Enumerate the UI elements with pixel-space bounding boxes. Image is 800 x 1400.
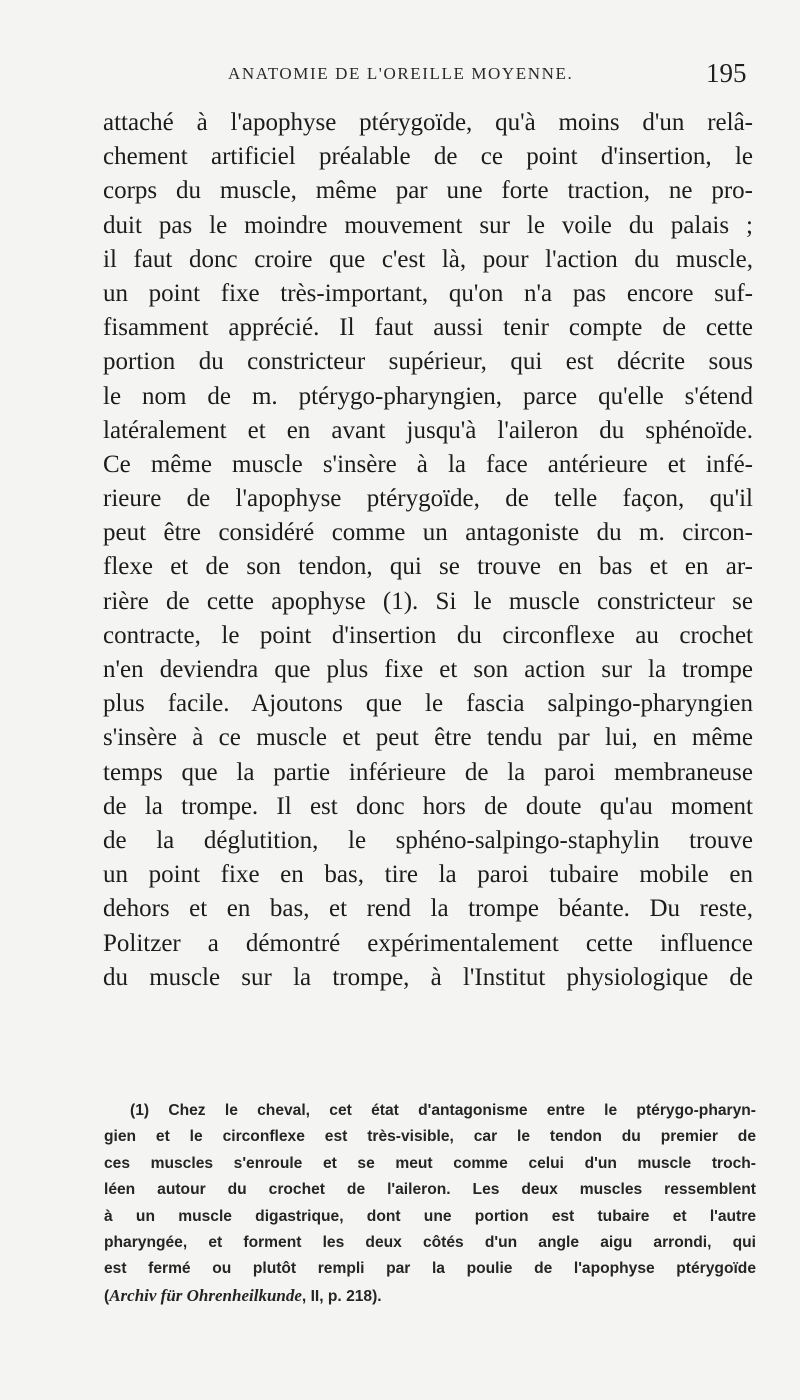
text-line: le nom de m. ptérygo-pharyngien, parce qu'elle s'étend <box>103 382 753 410</box>
text-line: de la trompe. Il est donc hors de doute qu'au moment <box>103 792 753 820</box>
text-line: un point fixe en bas, tire la paroi tubaire mobile en <box>103 861 753 889</box>
text-line: rieure de l'apophyse ptérygoïde, de telle façon, qu'il <box>103 485 753 513</box>
text-line: attaché à l'apophyse ptérygoïde, qu'à moins d'un relâ- <box>103 109 753 136</box>
footnote-line <box>104 1098 756 1124</box>
text-line: duit pas le moindre mouvement sur le voile du palais ; <box>103 211 753 239</box>
page-number: 195 <box>706 58 747 88</box>
text-line: un point fixe très-important, qu'on n'a pas encore suf- <box>103 279 753 307</box>
text-line: il faut donc croire que c'est là, pour l'action du muscle, <box>103 245 753 273</box>
text-line: latéralement et en avant jusqu'à l'aileron du sphénoïde. <box>103 416 753 444</box>
text-line: rière de cette apophyse (1). Si le muscle constricteur se <box>103 587 753 615</box>
running-title: ANATOMIE DE L'OREILLE MOYENNE. <box>228 64 574 83</box>
text-line: Ce même muscle s'insère à la face antérieure et infé- <box>103 450 753 478</box>
footnote-line: ces muscles s'enroule et se meut comme celui d'un muscle troch- <box>104 1154 756 1172</box>
footnote-line: est fermé ou plutôt rempli par la poulie de l'apophyse ptérygoïde <box>104 1260 756 1278</box>
footnote <box>104 1098 756 1309</box>
text-line: dehors et en bas, et rend la trompe béante. Du reste, <box>103 895 753 923</box>
text-line: flexe et de son tendon, qui se trouve en bas et en ar- <box>103 553 753 581</box>
text-line: contracte, le point d'insertion du circonflexe au crochet <box>103 621 753 649</box>
text-line: n'en deviendra que plus fixe et son action sur la trompe <box>103 656 753 683</box>
text-line: temps que la partie inférieure de la paroi membraneuse <box>103 758 753 786</box>
citation-open: ( <box>104 1287 110 1305</box>
footnote-line: à un muscle digastrique, dont une portion est tubaire et l'autre <box>104 1207 756 1225</box>
text-line: Politzer a démontré expérimentalement cette influence <box>103 929 753 957</box>
text-line: portion du constricteur supérieur, qui est décrite sous <box>103 348 753 376</box>
footnote-line: pharyngée, et forment les deux côtés d'un angle aigu arrondi, qui <box>104 1233 756 1251</box>
citation-rest: , II, p. 218). <box>301 1287 382 1305</box>
text-line: s'insère à ce muscle et peut être tendu par lui, en même <box>103 724 753 752</box>
footnote-citation <box>104 1283 756 1309</box>
citation-title: Archiv für Ohrenheilkunde <box>109 1285 302 1305</box>
footnote-line: léen autour du crochet de l'aileron. Les deux muscles ressemblent <box>104 1181 756 1199</box>
text-line: corps du muscle, même par une forte traction, ne pro- <box>103 177 753 205</box>
text-line: du muscle sur la trompe, à l'Institut physiologique de <box>103 963 753 991</box>
text-line: fisamment apprécié. Il faut aussi tenir compte de cette <box>103 314 753 342</box>
text-line: plus facile. Ajoutons que le fascia salpingo-pharyngien <box>103 690 753 718</box>
footnote-text: Chez le cheval, cet état d'antagonisme entre le ptérygo-pharyn- <box>168 1102 756 1119</box>
footnote-marker: (1) <box>130 1102 150 1119</box>
main-text-block <box>103 106 753 995</box>
text-line: chement artificiel préalable de ce point d'insertion, le <box>103 143 753 171</box>
text-line: de la déglutition, le sphéno-salpingo-staphylin trouve <box>103 826 753 854</box>
footnote-line: gien et le circonflexe est très-visible, car le tendon du premier de <box>104 1128 756 1146</box>
text-line: peut être considéré comme un antagoniste du m. circon- <box>103 519 753 547</box>
page-header <box>0 58 800 98</box>
